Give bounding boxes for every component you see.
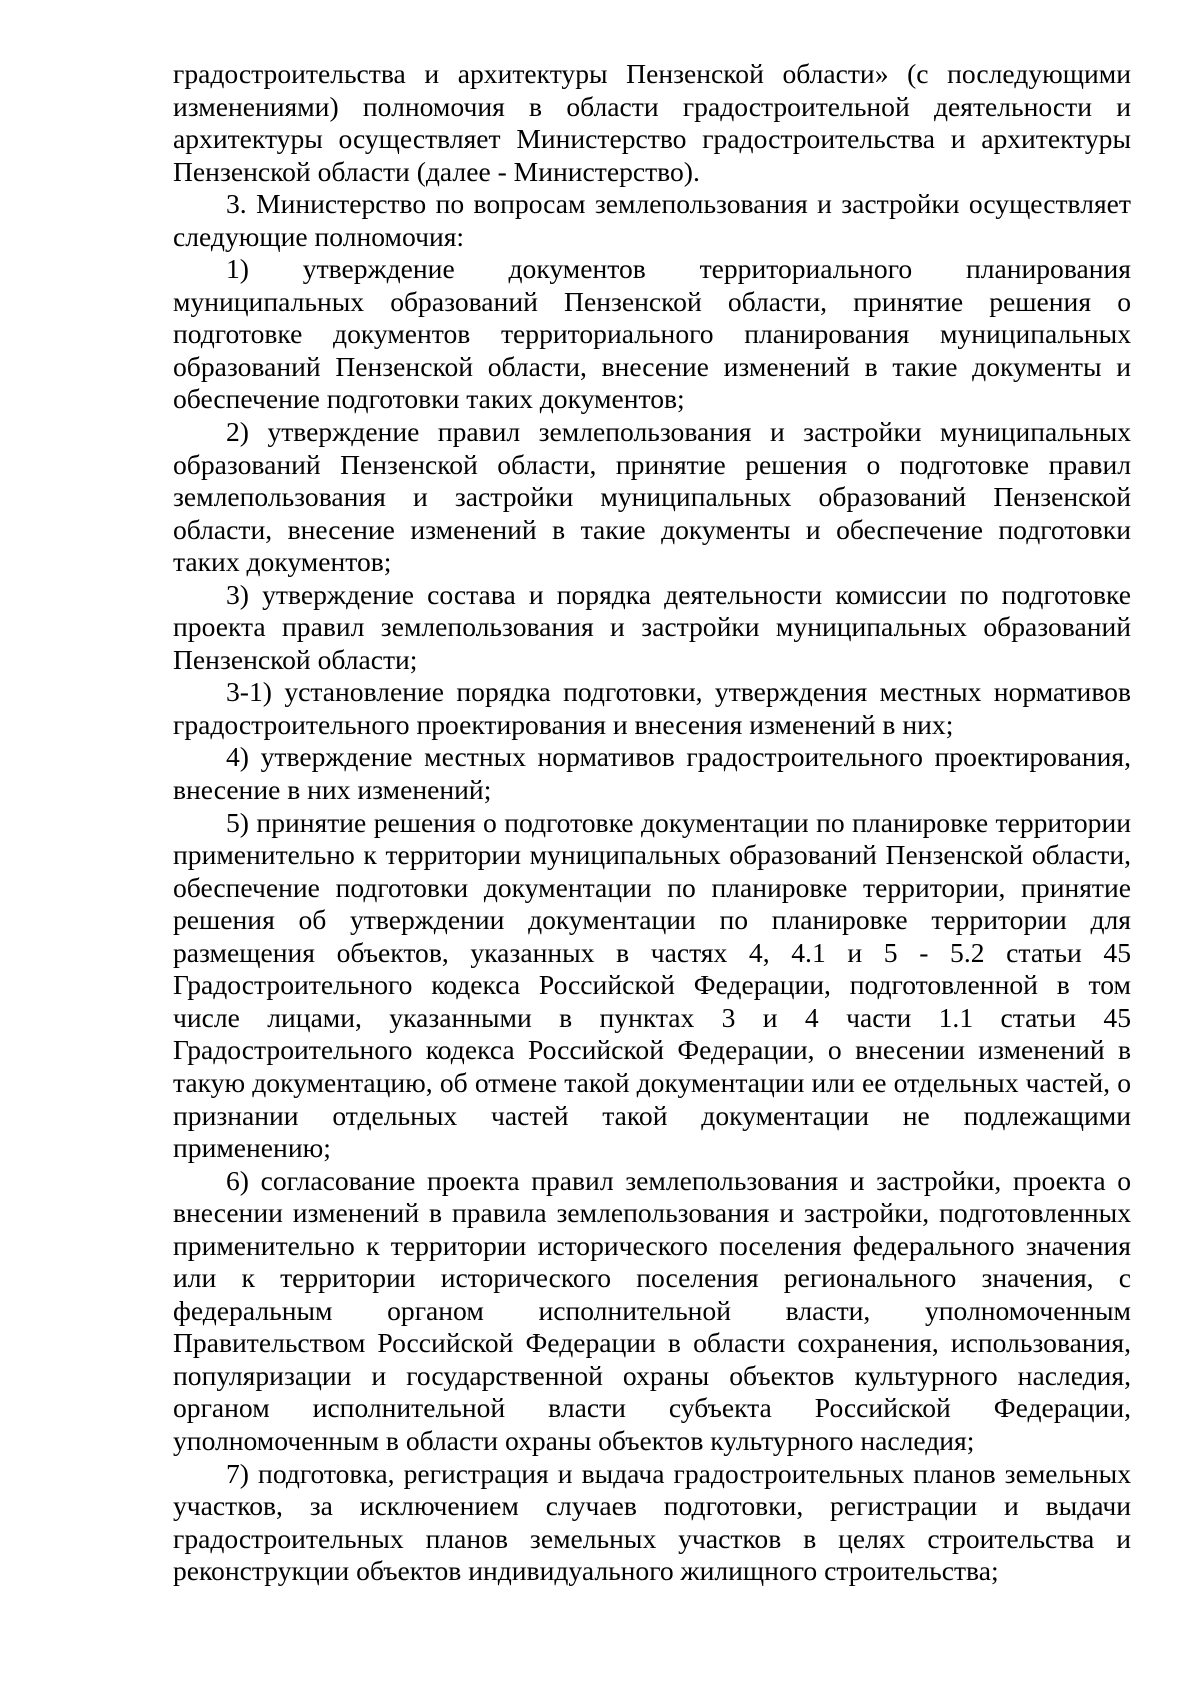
paragraph-item-3-1: 3-1) установление порядка подготовки, утверждения местных нормативов градостроительного проектирования и внесения изменений в них; xyxy=(173,676,1131,740)
paragraph-item-2: 2) утверждение правил землепользования и застройки муниципальных образований Пензенской области, принятие решения о подготовке правил землепользования и застройки муниципальных образований Пензенской области, внесение изменений в такие документы и обеспечение подготовки таких документов; xyxy=(173,416,1131,578)
paragraph-item-4: 4) утверждение местных нормативов градостроительного проектирования, внесение в них изменений; xyxy=(173,741,1131,806)
paragraph-item-5: 5) принятие решения о подготовке документации по планировке территории применительно к территории муниципальных образований Пензенской области, обеспечение подготовки документации по планировке территории, принятие решения об утверждении документации по планировке территории для размещения объектов, указанных в частях 4, 4.1 и 5 - 5.2 статьи 45 Градостроительного кодекса Российской Федерации, подготовленной в том числе лицами, указанными в пунктах 3 и 4 части 1.1 статьи 45 Градостроительного кодекса Российской Федерации, о внесении изменений в такую документацию, об отмене такой документации или ее отдельных частей, о признании отдельных частей такой документации не подлежащими применению; xyxy=(173,806,1131,1164)
paragraph-intro-continuation: градостроительства и архитектуры Пензенской области» (с последующими изменениями) полномочия в области градостроительной деятельности и архитектуры осуществляет Министерство градостроительства и архитектуры Пензенской области (далее - Министерство). xyxy=(173,58,1131,187)
document-body xyxy=(173,58,1131,1588)
paragraph-item-6: 6) согласование проекта правил землепользования и застройки, проекта о внесении изменений в правила землепользования и застройки, подготовленных применительно к территории исторического поселения федерального значения или к территории исторического поселения регионального значения, с федеральным органом исполнительной власти, уполномоченным Правительством Российской Федерации в области сохранения, использования, популяризации и государственной охраны объектов культурного наследия, органом исполнительной власти субъекта Российской Федерации, уполномоченным в области охраны объектов культурного наследия; xyxy=(173,1164,1131,1456)
paragraph-item-7: 7) подготовка, регистрация и выдача градостроительных планов земельных участков, за исключением случаев подготовки, регистрации и выдачи градостроительных планов земельных участков в целях строительства и реконструкции объектов индивидуального жилищного строительства; xyxy=(173,1457,1131,1587)
paragraph-item-3: 3) утверждение состава и порядка деятельности комиссии по подготовке проекта правил землепользования и застройки муниципальных образований Пензенской области; xyxy=(173,578,1131,675)
paragraph-clause-3: 3. Министерство по вопросам землепользования и застройки осуществляет следующие полномочия: xyxy=(173,188,1131,252)
paragraph-item-1: 1) утверждение документов территориального планирования муниципальных образований Пензенской области, принятие решения о подготовке документов территориального планирования муниципальных образований Пензенской области, внесение изменений в такие документы и обеспечение подготовки таких документов; xyxy=(173,253,1131,415)
